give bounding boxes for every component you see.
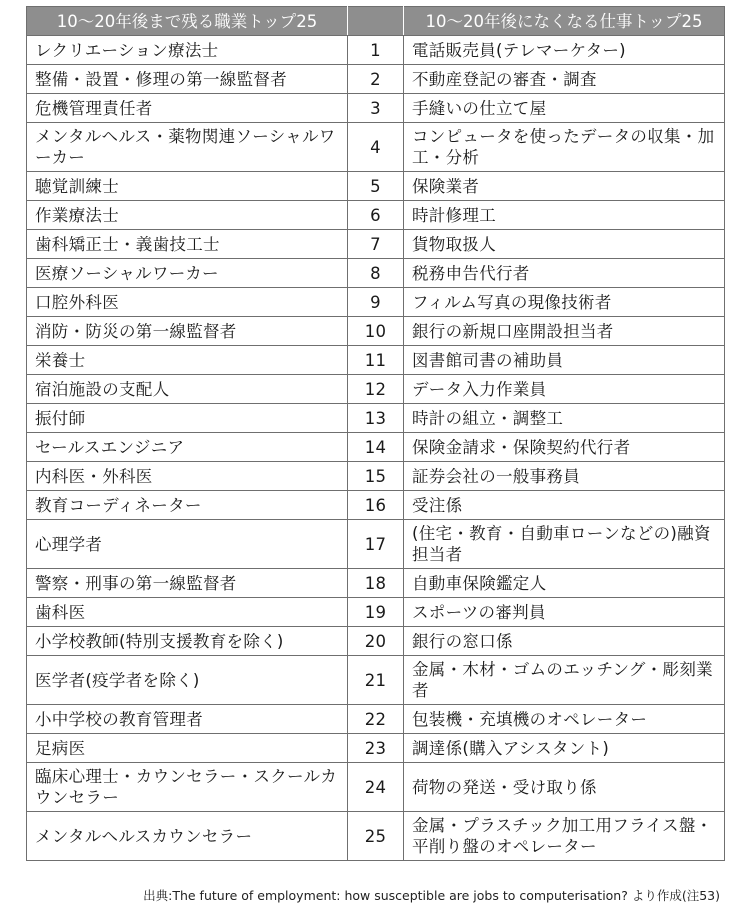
rank-cell: 8 — [348, 259, 404, 288]
table-row — [27, 36, 725, 65]
remaining-job-cell: 足病医 — [27, 734, 348, 763]
header-remaining-jobs: 10〜20年後まで残る職業トップ25 — [27, 7, 348, 36]
rank-cell: 20 — [348, 627, 404, 656]
table-row — [27, 317, 725, 346]
rank-cell: 24 — [348, 763, 404, 812]
disappearing-job-cell: 電話販売員(テレマーケター) — [404, 36, 725, 65]
table-row — [27, 288, 725, 317]
disappearing-job-cell: 調達係(購入アシスタント) — [404, 734, 725, 763]
rank-cell: 14 — [348, 433, 404, 462]
remaining-job-cell: 歯科矯正士・義歯技工士 — [27, 230, 348, 259]
disappearing-job-cell: フィルム写真の現像技術者 — [404, 288, 725, 317]
rank-cell: 5 — [348, 172, 404, 201]
disappearing-job-cell: 荷物の発送・受け取り係 — [404, 763, 725, 812]
disappearing-job-cell: スポーツの審判員 — [404, 598, 725, 627]
disappearing-job-cell: データ入力作業員 — [404, 375, 725, 404]
remaining-job-cell: 教育コーディネーター — [27, 491, 348, 520]
disappearing-job-cell: 図書館司書の補助員 — [404, 346, 725, 375]
rank-cell: 7 — [348, 230, 404, 259]
disappearing-job-cell: 保険金請求・保険契約代行者 — [404, 433, 725, 462]
table-row — [27, 346, 725, 375]
rank-cell: 2 — [348, 65, 404, 94]
rank-cell: 13 — [348, 404, 404, 433]
rank-cell: 10 — [348, 317, 404, 346]
table-row — [27, 375, 725, 404]
remaining-job-cell: 振付師 — [27, 404, 348, 433]
remaining-job-cell: 心理学者 — [27, 520, 348, 569]
disappearing-job-cell: 貨物取扱人 — [404, 230, 725, 259]
rank-cell: 3 — [348, 94, 404, 123]
table-row — [27, 705, 725, 734]
disappearing-job-cell: コンピュータを使ったデータの収集・加工・分析 — [404, 123, 725, 172]
rank-cell: 11 — [348, 346, 404, 375]
table-row — [27, 65, 725, 94]
disappearing-job-cell: 包装機・充填機のオペレーター — [404, 705, 725, 734]
disappearing-job-cell: 金属・プラスチック加工用フライス盤・平削り盤のオペレーター — [404, 812, 725, 861]
table-row — [27, 404, 725, 433]
rank-cell: 18 — [348, 569, 404, 598]
rank-cell: 17 — [348, 520, 404, 569]
table-row — [27, 520, 725, 569]
header-disappearing-jobs: 10〜20年後になくなる仕事トップ25 — [404, 7, 725, 36]
rank-cell: 21 — [348, 656, 404, 705]
rank-cell: 4 — [348, 123, 404, 172]
remaining-job-cell: 栄養士 — [27, 346, 348, 375]
remaining-job-cell: 口腔外科医 — [27, 288, 348, 317]
remaining-job-cell: 小学校教師(特別支援教育を除く) — [27, 627, 348, 656]
disappearing-job-cell: 証券会社の一般事務員 — [404, 462, 725, 491]
rank-cell: 19 — [348, 598, 404, 627]
remaining-job-cell: 歯科医 — [27, 598, 348, 627]
jobs-ranking-table — [26, 6, 725, 861]
table-row — [27, 462, 725, 491]
rank-cell: 23 — [348, 734, 404, 763]
table-row — [27, 433, 725, 462]
disappearing-job-cell: 税務申告代行者 — [404, 259, 725, 288]
remaining-job-cell: メンタルヘルスカウンセラー — [27, 812, 348, 861]
table-row — [27, 230, 725, 259]
remaining-job-cell: メンタルヘルス・薬物関連ソーシャルワーカー — [27, 123, 348, 172]
table-row — [27, 569, 725, 598]
rank-cell: 22 — [348, 705, 404, 734]
disappearing-job-cell: 銀行の新規口座開設担当者 — [404, 317, 725, 346]
disappearing-job-cell: 不動産登記の審査・調査 — [404, 65, 725, 94]
disappearing-job-cell: 自動車保険鑑定人 — [404, 569, 725, 598]
rank-cell: 12 — [348, 375, 404, 404]
remaining-job-cell: 危機管理責任者 — [27, 94, 348, 123]
remaining-job-cell: セールスエンジニア — [27, 433, 348, 462]
table-row — [27, 598, 725, 627]
disappearing-job-cell: 手縫いの仕立て屋 — [404, 94, 725, 123]
rank-cell: 1 — [348, 36, 404, 65]
table-row — [27, 656, 725, 705]
table-row — [27, 627, 725, 656]
table-row — [27, 172, 725, 201]
rank-cell: 16 — [348, 491, 404, 520]
jobs-table-container — [26, 6, 724, 861]
rank-cell: 15 — [348, 462, 404, 491]
table-row — [27, 259, 725, 288]
disappearing-job-cell: 時計の組立・調整工 — [404, 404, 725, 433]
table-row — [27, 201, 725, 230]
remaining-job-cell: 小中学校の教育管理者 — [27, 705, 348, 734]
table-row — [27, 734, 725, 763]
rank-cell: 25 — [348, 812, 404, 861]
disappearing-job-cell: 受注係 — [404, 491, 725, 520]
rank-cell: 6 — [348, 201, 404, 230]
table-header-row — [27, 7, 725, 36]
remaining-job-cell: 警察・刑事の第一線監督者 — [27, 569, 348, 598]
rank-cell: 9 — [348, 288, 404, 317]
header-rank — [348, 7, 404, 36]
remaining-job-cell: レクリエーション療法士 — [27, 36, 348, 65]
table-row — [27, 123, 725, 172]
remaining-job-cell: 医学者(疫学者を除く) — [27, 656, 348, 705]
disappearing-job-cell: 銀行の窓口係 — [404, 627, 725, 656]
source-note: 出典:The future of employment: how susceptible are jobs to computerisation? より作成(注53) — [143, 888, 720, 903]
remaining-job-cell: 聴覚訓練士 — [27, 172, 348, 201]
remaining-job-cell: 医療ソーシャルワーカー — [27, 259, 348, 288]
remaining-job-cell: 消防・防災の第一線監督者 — [27, 317, 348, 346]
remaining-job-cell: 臨床心理士・カウンセラー・スクールカウンセラー — [27, 763, 348, 812]
disappearing-job-cell: 金属・木材・ゴムのエッチング・彫刻業者 — [404, 656, 725, 705]
table-row — [27, 94, 725, 123]
disappearing-job-cell: (住宅・教育・自動車ローンなどの)融資担当者 — [404, 520, 725, 569]
remaining-job-cell: 整備・設置・修理の第一線監督者 — [27, 65, 348, 94]
table-row — [27, 491, 725, 520]
table-row — [27, 812, 725, 861]
remaining-job-cell: 作業療法士 — [27, 201, 348, 230]
table-row — [27, 763, 725, 812]
disappearing-job-cell: 保険業者 — [404, 172, 725, 201]
disappearing-job-cell: 時計修理工 — [404, 201, 725, 230]
remaining-job-cell: 宿泊施設の支配人 — [27, 375, 348, 404]
remaining-job-cell: 内科医・外科医 — [27, 462, 348, 491]
